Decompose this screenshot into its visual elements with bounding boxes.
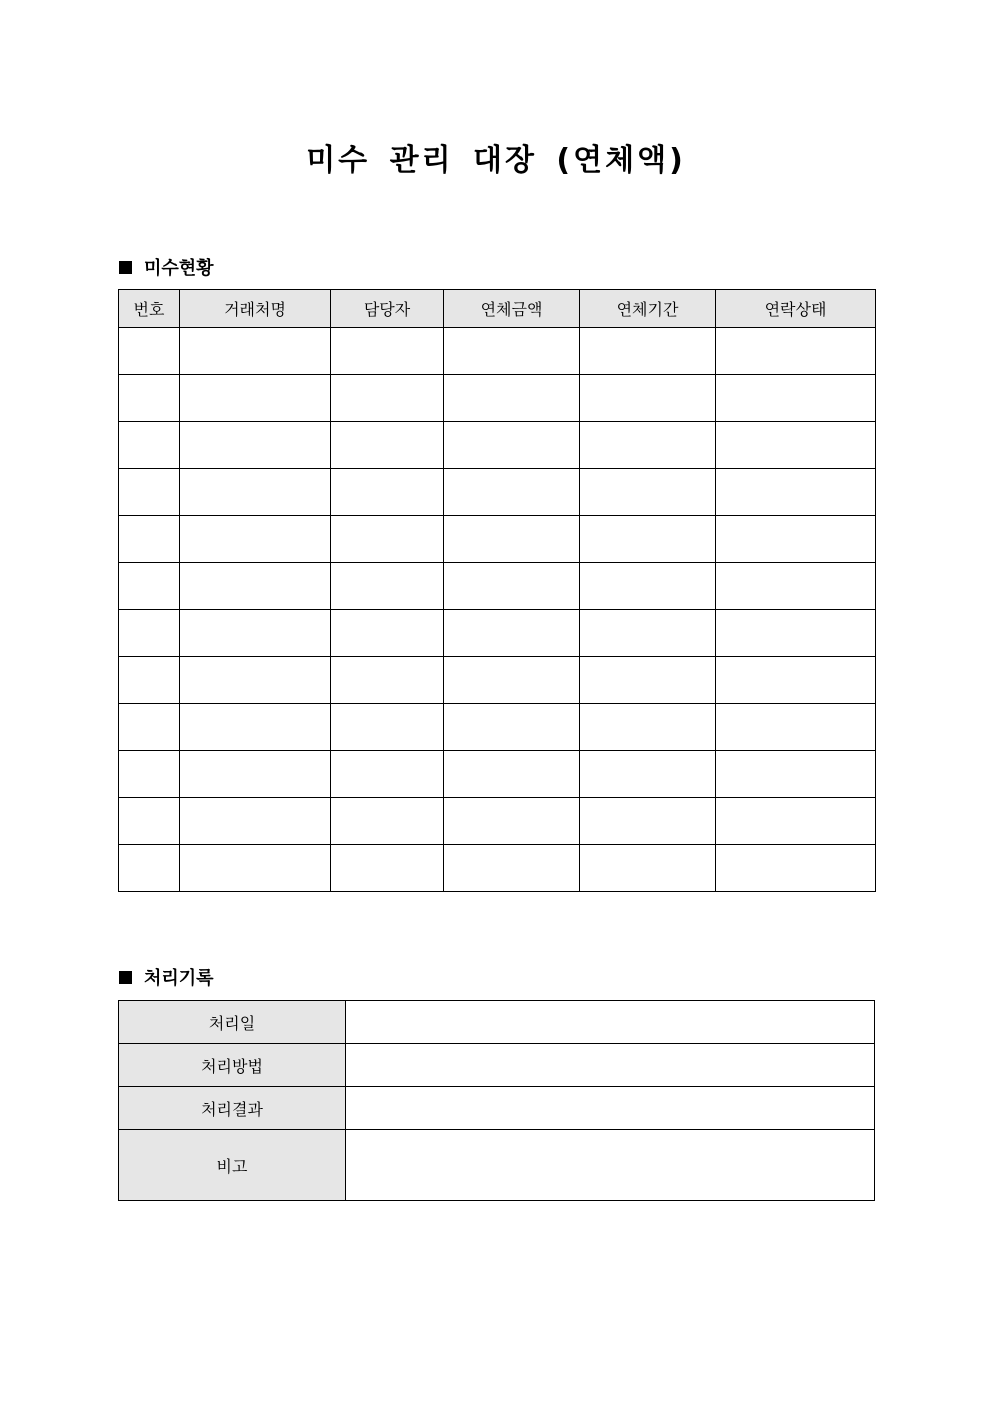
cell-overdue-amount[interactable] [444,751,580,798]
cell-number[interactable] [119,516,180,563]
column-header-client-name: 거래처명 [180,290,331,328]
cell-number[interactable] [119,610,180,657]
record-value-processing-result[interactable] [346,1087,875,1130]
table-row [119,610,876,657]
cell-overdue-period[interactable] [580,704,716,751]
square-bullet-icon [119,971,132,984]
cell-client-name[interactable] [180,845,331,892]
cell-contact-status[interactable] [716,422,876,469]
cell-overdue-period[interactable] [580,328,716,375]
cell-overdue-amount[interactable] [444,422,580,469]
cell-manager[interactable] [331,422,444,469]
table-row [119,328,876,375]
column-header-manager: 담당자 [331,290,444,328]
cell-client-name[interactable] [180,375,331,422]
cell-overdue-amount[interactable] [444,610,580,657]
table-header-row [119,290,876,328]
cell-overdue-period[interactable] [580,751,716,798]
cell-contact-status[interactable] [716,375,876,422]
cell-client-name[interactable] [180,469,331,516]
cell-overdue-period[interactable] [580,798,716,845]
cell-client-name[interactable] [180,563,331,610]
cell-number[interactable] [119,751,180,798]
cell-manager[interactable] [331,469,444,516]
table-row [119,422,876,469]
cell-contact-status[interactable] [716,563,876,610]
cell-overdue-amount[interactable] [444,375,580,422]
record-row-processing-date [119,1001,875,1044]
cell-number[interactable] [119,798,180,845]
cell-number[interactable] [119,563,180,610]
cell-manager[interactable] [331,516,444,563]
table-row [119,563,876,610]
status-table-body [119,328,876,892]
cell-overdue-amount[interactable] [444,798,580,845]
square-bullet-icon [119,261,132,274]
cell-number[interactable] [119,704,180,751]
cell-manager[interactable] [331,563,444,610]
overdue-status-table [118,289,876,892]
table-row [119,845,876,892]
cell-contact-status[interactable] [716,704,876,751]
cell-contact-status[interactable] [716,657,876,704]
record-value-remarks[interactable] [346,1130,875,1201]
cell-overdue-period[interactable] [580,469,716,516]
cell-client-name[interactable] [180,516,331,563]
column-header-number: 번호 [119,290,180,328]
cell-contact-status[interactable] [716,469,876,516]
cell-contact-status[interactable] [716,798,876,845]
cell-overdue-period[interactable] [580,563,716,610]
record-label-processing-result: 처리결과 [119,1087,346,1130]
cell-overdue-amount[interactable] [444,469,580,516]
cell-number[interactable] [119,657,180,704]
status-section-heading [119,254,214,280]
record-section-heading [119,964,214,990]
cell-number[interactable] [119,328,180,375]
cell-overdue-amount[interactable] [444,563,580,610]
record-value-processing-method[interactable] [346,1044,875,1087]
record-label-processing-method: 처리방법 [119,1044,346,1087]
cell-overdue-amount[interactable] [444,516,580,563]
cell-overdue-period[interactable] [580,845,716,892]
cell-client-name[interactable] [180,704,331,751]
cell-client-name[interactable] [180,798,331,845]
cell-contact-status[interactable] [716,751,876,798]
cell-contact-status[interactable] [716,845,876,892]
cell-overdue-period[interactable] [580,422,716,469]
cell-client-name[interactable] [180,328,331,375]
cell-number[interactable] [119,375,180,422]
record-label-processing-date: 처리일 [119,1001,346,1044]
cell-number[interactable] [119,845,180,892]
page-title: 미수 관리 대장 (연체액) [306,143,686,178]
cell-manager[interactable] [331,657,444,704]
status-section-label: 미수현황 [144,258,214,279]
cell-overdue-period[interactable] [580,516,716,563]
cell-number[interactable] [119,422,180,469]
cell-manager[interactable] [331,375,444,422]
cell-manager[interactable] [331,845,444,892]
processing-record-table [118,1000,875,1201]
cell-overdue-period[interactable] [580,610,716,657]
cell-manager[interactable] [331,610,444,657]
cell-client-name[interactable] [180,422,331,469]
cell-manager[interactable] [331,751,444,798]
table-row [119,704,876,751]
table-row [119,751,876,798]
cell-overdue-amount[interactable] [444,845,580,892]
cell-manager[interactable] [331,328,444,375]
cell-contact-status[interactable] [716,328,876,375]
cell-contact-status[interactable] [716,610,876,657]
column-header-overdue-period: 연체기간 [580,290,716,328]
cell-number[interactable] [119,469,180,516]
column-header-contact-status: 연락상태 [716,290,876,328]
record-row-processing-result [119,1087,875,1130]
record-value-processing-date[interactable] [346,1001,875,1044]
table-row [119,375,876,422]
cell-contact-status[interactable] [716,516,876,563]
cell-overdue-amount[interactable] [444,328,580,375]
cell-client-name[interactable] [180,751,331,798]
column-header-overdue-amount: 연체금액 [444,290,580,328]
table-row [119,469,876,516]
cell-client-name[interactable] [180,610,331,657]
record-row-remarks [119,1130,875,1201]
record-label-remarks: 비고 [119,1130,346,1201]
cell-overdue-amount[interactable] [444,704,580,751]
table-row [119,516,876,563]
table-row [119,798,876,845]
table-row [119,657,876,704]
cell-manager[interactable] [331,704,444,751]
record-row-processing-method [119,1044,875,1087]
cell-overdue-period[interactable] [580,657,716,704]
cell-client-name[interactable] [180,657,331,704]
cell-overdue-period[interactable] [580,375,716,422]
cell-overdue-amount[interactable] [444,657,580,704]
record-section-label: 처리기록 [144,968,214,989]
cell-manager[interactable] [331,798,444,845]
